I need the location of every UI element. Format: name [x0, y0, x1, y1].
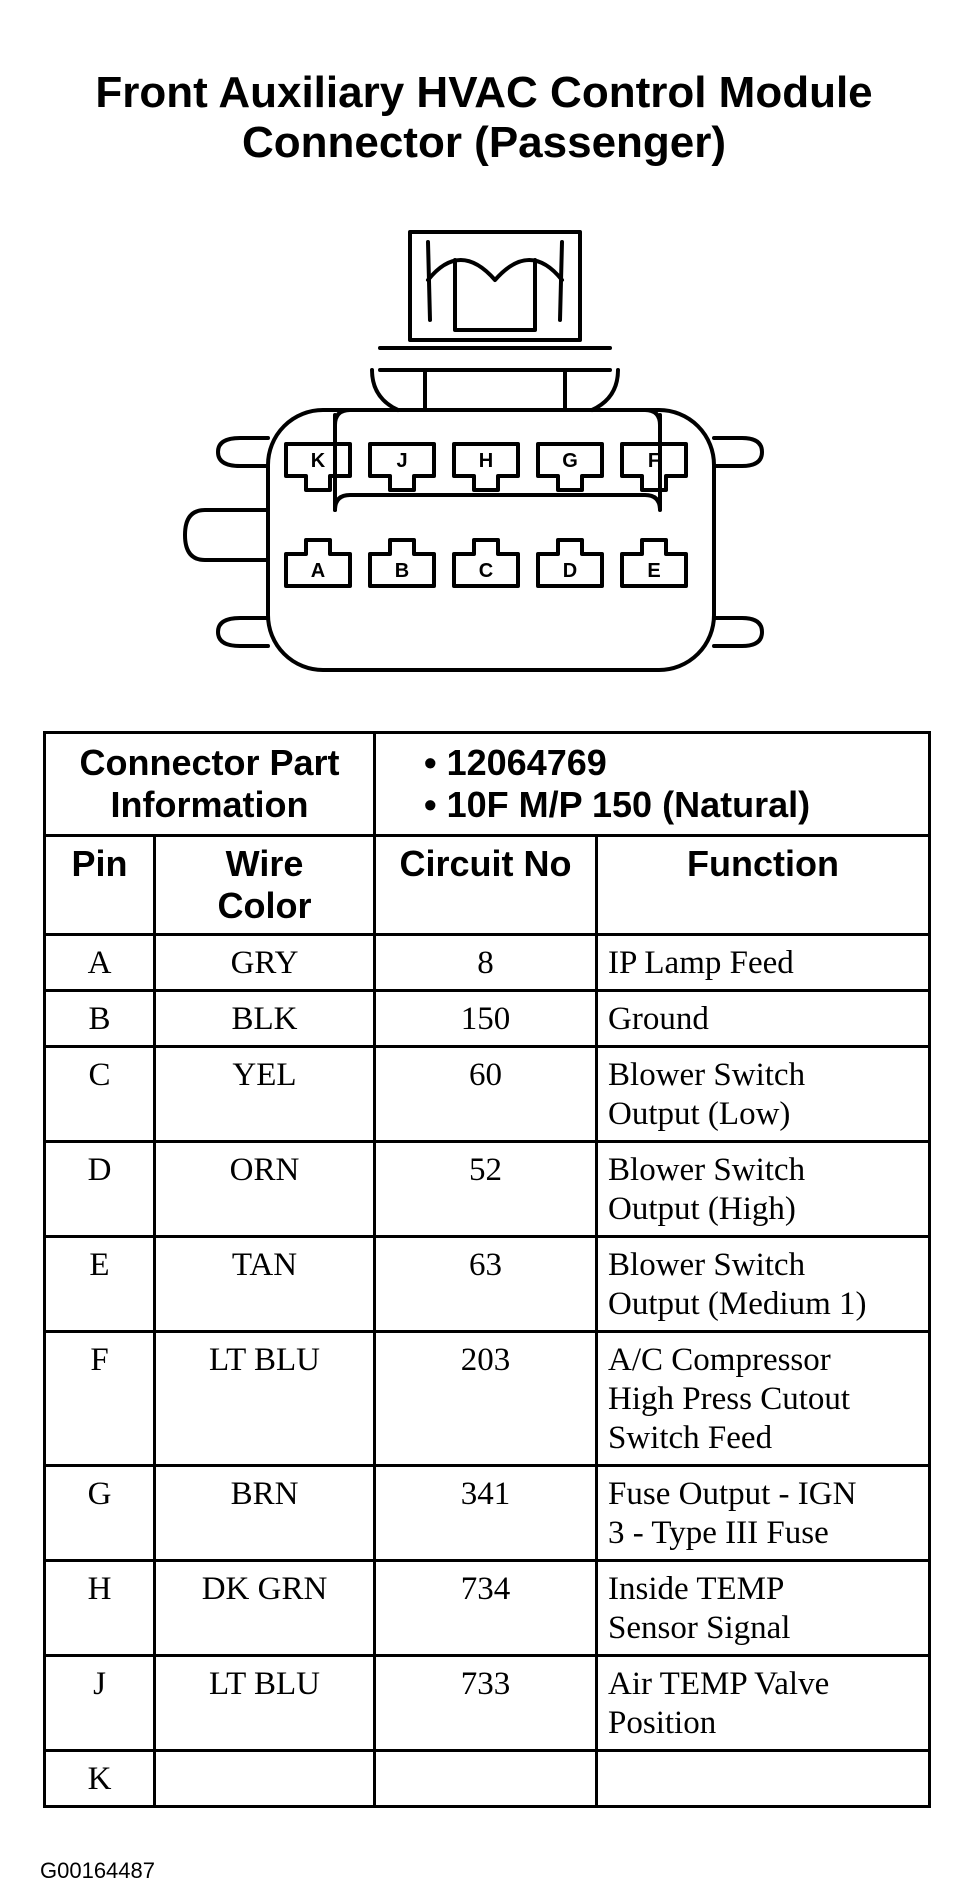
function-cell — [597, 935, 930, 991]
left-side-tabs — [185, 438, 268, 646]
function-line: Sensor Signal — [608, 1610, 791, 1646]
pin-cell: G — [45, 1466, 155, 1561]
pin-cavity-j — [370, 444, 434, 490]
wire-color-cell: YEL — [155, 1047, 375, 1142]
function-line: Position — [608, 1705, 717, 1741]
pin-cavity-c — [454, 540, 518, 586]
pin-label: D — [562, 560, 578, 582]
pin-cavity-a — [286, 540, 350, 586]
pin-label: A — [310, 560, 326, 582]
right-side-tabs — [714, 438, 762, 646]
pin-cavity-k — [286, 444, 350, 490]
bottom-row-cavities — [286, 540, 686, 586]
function-line: Output (High) — [608, 1191, 796, 1227]
wire-color-cell: LT BLU — [155, 1656, 375, 1751]
function-cell — [597, 1332, 930, 1466]
function-cell — [597, 1047, 930, 1142]
title-line-2: Connector (Passenger) — [241, 118, 727, 167]
table-row — [45, 1047, 930, 1142]
wire-color-cell: ORN — [155, 1142, 375, 1237]
circuit-number-cell: 8 — [375, 935, 597, 991]
wire-color-cell: LT BLU — [155, 1332, 375, 1466]
title-line-1: Front Auxiliary HVAC Control Module — [95, 68, 873, 117]
wire-color-cell: TAN — [155, 1237, 375, 1332]
pin-cell: K — [45, 1751, 155, 1807]
function-cell — [597, 1466, 930, 1561]
function-cell — [597, 991, 930, 1047]
part-description: • 10F M/P 150 (Natural) — [424, 784, 811, 825]
function-line: Switch Feed — [608, 1420, 773, 1456]
pin-cell: D — [45, 1142, 155, 1237]
function-line: IP Lamp Feed — [608, 945, 794, 981]
function-line: Ground — [608, 1001, 709, 1037]
function-line: Air TEMP Valve — [608, 1666, 830, 1702]
pin-cell: J — [45, 1656, 155, 1751]
pin-label: C — [478, 560, 494, 582]
top-row-cavities — [286, 444, 686, 490]
function-cell — [597, 1656, 930, 1751]
pin-label: J — [396, 450, 408, 472]
wire-color-header-line-2: Color — [217, 885, 312, 926]
wire-color-header-line-1: Wire — [225, 843, 304, 884]
part-info-values — [375, 733, 930, 836]
function-line: High Press Cutout — [608, 1381, 851, 1417]
pin-cell: H — [45, 1561, 155, 1656]
function-line: Blower Switch — [608, 1057, 806, 1093]
function-line: Blower Switch — [608, 1152, 806, 1188]
pin-cell: E — [45, 1237, 155, 1332]
column-header-row — [45, 836, 930, 935]
connector-pinout-table — [43, 731, 931, 1808]
column-header-pin: Pin — [45, 836, 155, 935]
table-row — [45, 991, 930, 1047]
circuit-number-cell — [375, 1751, 597, 1807]
column-header-function: Function — [597, 836, 930, 935]
function-cell — [597, 1142, 930, 1237]
function-line: A/C Compressor — [608, 1342, 831, 1378]
connector-face-drawing — [0, 220, 968, 680]
pin-label: H — [478, 450, 494, 472]
table-row — [45, 1561, 930, 1656]
function-line: Output (Low) — [608, 1096, 791, 1132]
pin-label: F — [647, 450, 661, 472]
pin-cavity-h — [454, 444, 518, 490]
pin-cavity-g — [538, 444, 602, 490]
pin-cavity-b — [370, 540, 434, 586]
pin-cell: F — [45, 1332, 155, 1466]
table-row — [45, 1656, 930, 1751]
column-header-wire-color — [155, 836, 375, 935]
circuit-number-cell: 341 — [375, 1466, 597, 1561]
rear-housing-outline — [335, 415, 660, 510]
part-info-label — [45, 733, 375, 836]
circuit-number-cell: 63 — [375, 1237, 597, 1332]
part-info-label-line-1: Connector Part — [79, 742, 340, 783]
wire-color-cell: GRY — [155, 935, 375, 991]
pin-label: G — [562, 450, 578, 472]
pin-rows — [45, 935, 930, 1807]
pin-cavity-d — [538, 540, 602, 586]
pin-label: B — [394, 560, 410, 582]
column-header-circuit-no: Circuit No — [375, 836, 597, 935]
table-row — [45, 1332, 930, 1466]
function-cell — [597, 1237, 930, 1332]
table-row — [45, 935, 930, 991]
table-row — [45, 1142, 930, 1237]
pin-label: K — [310, 450, 326, 472]
pin-label: E — [647, 560, 661, 582]
circuit-number-cell: 52 — [375, 1142, 597, 1237]
function-cell — [597, 1561, 930, 1656]
function-line: 3 - Type III Fuse — [608, 1515, 829, 1551]
circuit-number-cell: 203 — [375, 1332, 597, 1466]
function-line: Fuse Output - IGN — [608, 1476, 857, 1512]
table-row — [45, 1466, 930, 1561]
part-number: • 12064769 — [424, 742, 607, 783]
function-line: Output (Medium 1) — [608, 1286, 867, 1322]
pin-cavity-e — [622, 540, 686, 586]
function-line: Blower Switch — [608, 1247, 806, 1283]
table-row — [45, 1237, 930, 1332]
circuit-number-cell: 60 — [375, 1047, 597, 1142]
circuit-number-cell: 733 — [375, 1656, 597, 1751]
pin-cavity-f — [622, 444, 686, 490]
wire-color-cell: BRN — [155, 1466, 375, 1561]
circuit-number-cell: 734 — [375, 1561, 597, 1656]
figure-code: G00164487 — [40, 1858, 155, 1883]
wire-color-cell: BLK — [155, 991, 375, 1047]
diagram-title — [0, 68, 968, 168]
circuit-number-cell: 150 — [375, 991, 597, 1047]
wire-color-cell — [155, 1751, 375, 1807]
function-cell — [597, 1751, 930, 1807]
table-row — [45, 1751, 930, 1807]
pin-cell: C — [45, 1047, 155, 1142]
pin-cell: B — [45, 991, 155, 1047]
part-info-label-line-2: Information — [110, 784, 309, 825]
locking-tab — [372, 232, 618, 410]
pin-cell: A — [45, 935, 155, 991]
function-line: Inside TEMP — [608, 1571, 785, 1607]
part-info-row — [45, 733, 930, 836]
wire-color-cell: DK GRN — [155, 1561, 375, 1656]
